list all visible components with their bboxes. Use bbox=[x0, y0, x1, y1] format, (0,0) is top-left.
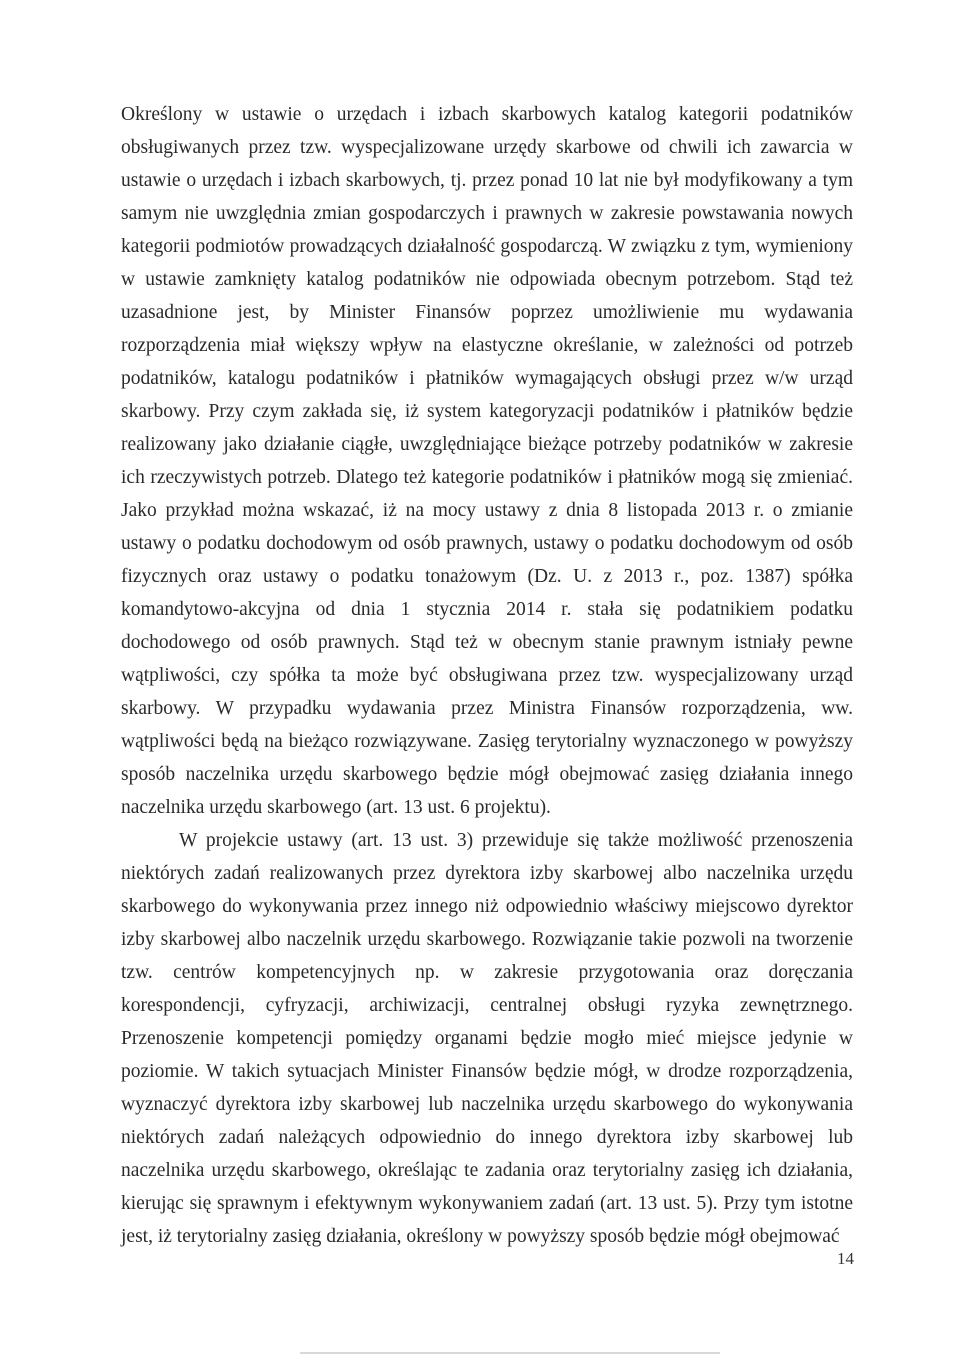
scan-edge-line bbox=[300, 1352, 720, 1354]
paragraph-1: Określony w ustawie o urzędach i izbach skarbowych katalog kategorii podatników obsługiwanych przez tzw. wyspecjalizowane urzędy skarbowe od chwili ich zawarcia w ustawie o urzędach i izbach skarbowych, tj. przez ponad 10 lat nie był modyfikowany a tym samym nie uwzględnia zmian gospodarczych i prawnych w zakresie powstawania nowych kategorii podmiotów prowadzących działalność gospodarczą. W związku z tym, wymieniony w ustawie zamknięty katalog podatników nie odpowiada obecnym potrzebom. Stąd też uzasadnione jest, by Minister Finansów poprzez umożliwienie mu wydawania rozporządzenia miał większy wpływ na elastyczne określanie, w zależności od potrzeb podatników, katalogu podatników i płatników wymagających obsługi przez w/w urząd skarbowy. Przy czym zakłada się, iż system kategoryzacji podatników i płatników będzie realizowany jako działanie ciągłe, uwzględniające bieżące potrzeby podatników w zakresie ich rzeczywistych potrzeb. Dlatego też kategorie podatników i płatników mogą się zmieniać. Jako przykład można wskazać, iż na mocy ustawy z dnia 8 listopada 2013 r. o zmianie ustawy o podatku dochodowym od osób prawnych, ustawy o podatku dochodowym od osób fizycznych oraz ustawy o podatku tonażowym (Dz. U. z 2013 r., poz. 1387) spółka komandytowo-akcyjna od dnia 1 stycznia 2014 r. stała się podatnikiem podatku dochodowego od osób prawnych. Stąd też w obecnym stanie prawnym istniały pewne wątpliwości, czy spółka ta może być obsługiwana przez tzw. wyspecjalizowany urząd skarbowy. W przypadku wydawania przez Ministra Finansów rozporządzenia, ww. wątpliwości będą na bieżąco rozwiązywane. Zasięg terytorialny wyznaczonego w powyższy sposób naczelnika urzędu skarbowego będzie mógł obejmować zasięg działania innego naczelnika urzędu skarbowego (art. 13 ust. 6 projektu). bbox=[121, 104, 853, 818]
body-text bbox=[121, 98, 853, 1253]
page-number: 14 bbox=[837, 1249, 854, 1268]
paragraph-2: W projekcie ustawy (art. 13 ust. 3) przewiduje się także możliwość przenoszenia niektórych zadań realizowanych przez dyrektora izby skarbowej albo naczelnika urzędu skarbowego do wykonywania przez innego niż odpowiednio właściwy miejscowo dyrektor izby skarbowej albo naczelnik urzędu skarbowego. Rozwiązanie takie pozwoli na tworzenie tzw. centrów kompetencyjnych np. w zakresie przygotowania oraz doręczania korespondencji, cyfryzacji, archiwizacji, centralnej obsługi ryzyka zewnętrznego. Przenoszenie kompetencji pomiędzy organami będzie mogło mieć miejsce jedynie w poziomie. W takich sytuacjach Minister Finansów będzie mógł, w drodze rozporządzenia, wyznaczyć dyrektora izby skarbowej lub naczelnika urzędu skarbowego do wykonywania niektórych zadań należących odpowiednio do innego dyrektora izby skarbowej lub naczelnika urzędu skarbowego, określając te zadania oraz terytorialny zasięg ich działania, kierując się sprawnym i efektywnym wykonywaniem zadań (art. 13 ust. 5). Przy tym istotne jest, iż terytorialny zasięg działania, określony w powyższy sposób będzie mógł obejmować bbox=[121, 830, 853, 1247]
